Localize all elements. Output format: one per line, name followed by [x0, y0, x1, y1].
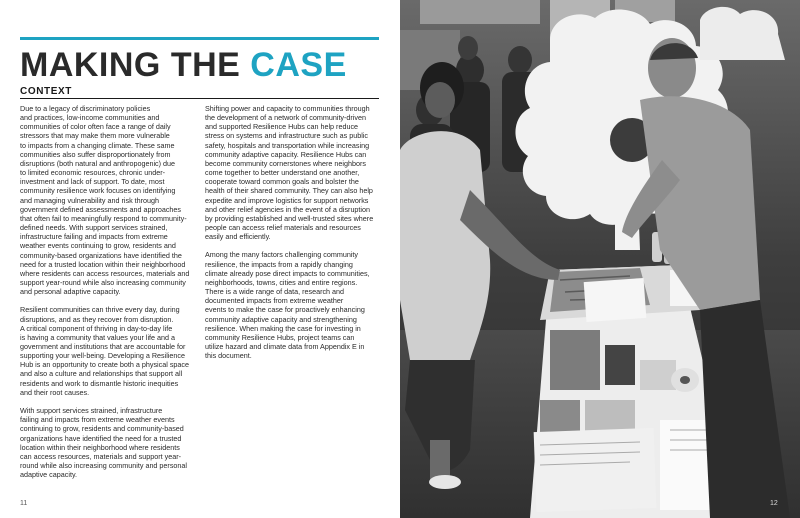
title-main: MAKING THE [20, 46, 251, 84]
top-accent-rule [20, 37, 379, 40]
page-number-right: 12 [770, 500, 778, 507]
text-column-right [205, 104, 379, 369]
paragraph: Among the many factors challenging community resilience, the impacts from a rapidly changing climate already pose direct impacts to communities, neighborhoods, towns, cities and entire regions. There is a wide range of data, research and documented impacts from extreme weather events to make the case for proactively enhancing community adaptive capacity and strengthening resilience. When making the case for investing in community Resilience Hubs, project teams can utilize hazard and climate data from Appendix E in this document. [205, 250, 370, 361]
event-photo [400, 0, 800, 518]
photo-page [400, 0, 800, 518]
paragraph: Resilient communities can thrive every day, during disruptions, and as they recover from disruption. A critical component of thriving in day-to-day life is having a community that values your life and a government and institutions that are accountable for supporting your well-being. Developing a Resilience Hub is an opportunity to create both a physical space and also a culture and relationships that support all residents and work to dismantle historic inequities and their root causes. [20, 305, 190, 397]
section-heading: CONTEXT [20, 86, 72, 97]
title-accent: CASE [250, 46, 347, 84]
text-column-left [20, 104, 194, 488]
page-title [20, 46, 347, 84]
paragraph: Due to a legacy of discriminatory policies and practices, low-income communities and communities of color often face a range of daily stressors that may make them more vulnerable to impacts from a changing climate. These same communities also suffer disproportionately from disruptions (both natural and anthropogenic) due to limited economic resources, chronic under- investment and lack of support. To date, most community resilience work focuses on identifying and managing vulnerability and risk through government defined assessments and approaches that often fail to meaningfully respond to community- defined needs. With support services strained, infrastructure failing and impacts from extreme weather events continuing to grow, residents and community-based organizations have identified the need for a trusted location within their neighborhood where residents can access resources, materials and support year-round while also increasing community and personal adaptive capacity. [20, 104, 190, 297]
paragraph: Shifting power and capacity to communities through the development of a network of community-driven and supported Resilience Hubs can help reduce stress on systems and infrastructure such as public safety, hospitals and transportation while increasing community adaptive capacity. Resilience Hubs can become community cornerstones where neighbors come together to better understand one another, cooperate toward common goals and bolster the health of their shared community. They can also help expedite and improve logistics for support networks and other relief agencies in the event of a disruption by providing established and well-trusted sites where people can access relief materials and resources easily and efficiently. [205, 104, 374, 242]
section-rule [20, 98, 379, 99]
paragraph: With support services strained, infrastructure failing and impacts from extreme weather events continuing to grow, residents and community-based organizations have identified the need for a trusted location within their neighborhood where residents can access resources, materials and support year- round while also increasing community and personal adaptive capacity. [20, 406, 188, 480]
page-number-left: 11 [20, 500, 28, 507]
